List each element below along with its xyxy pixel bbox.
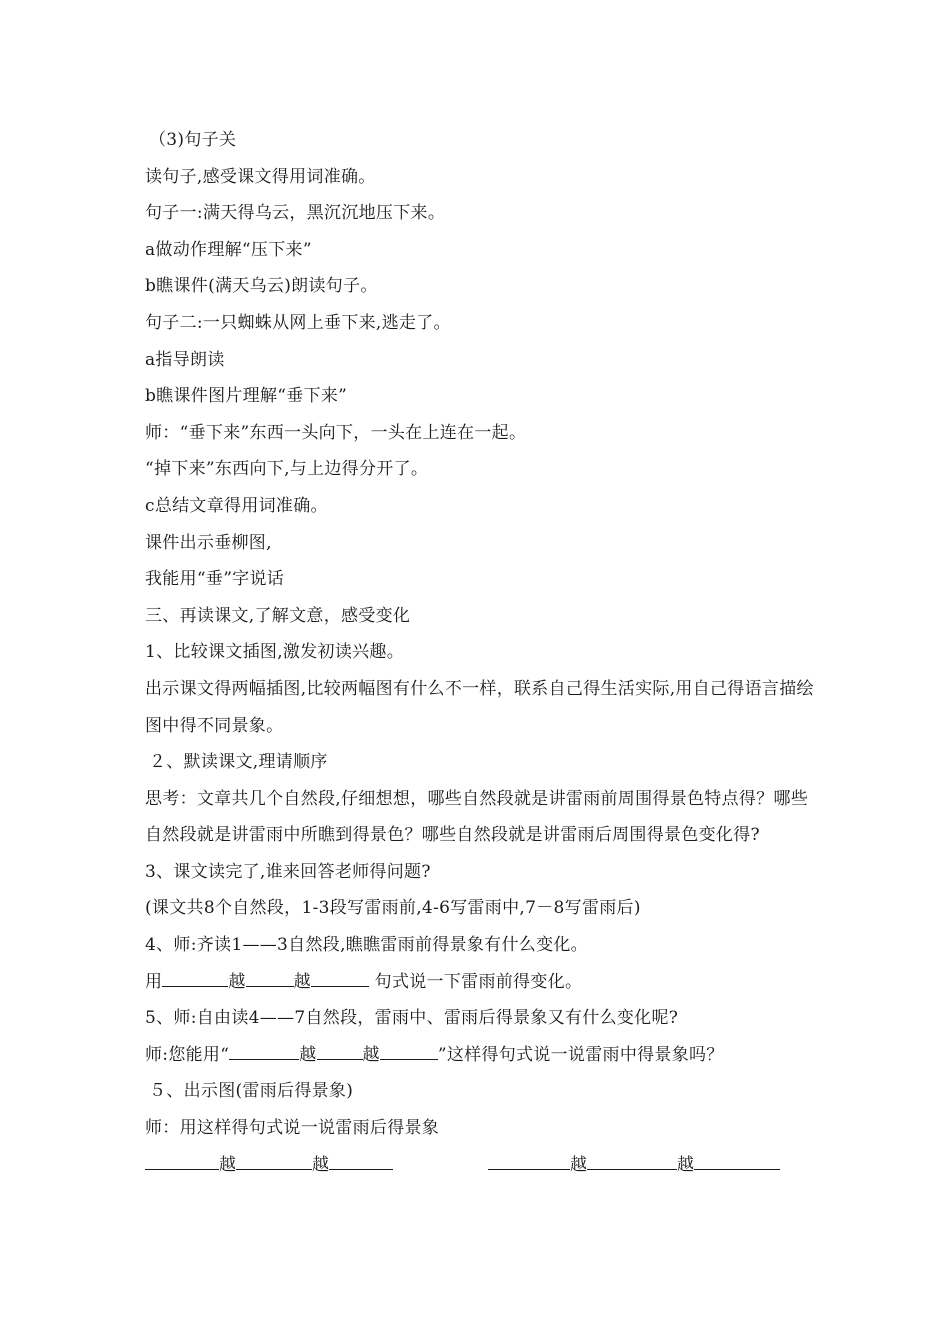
- text-fragment: 越: [312, 1154, 329, 1175]
- text-fragment: 师:您能用“: [145, 1044, 230, 1065]
- text-line: a指导朗读: [145, 349, 225, 370]
- text-line: c总结文章得用词准确。: [145, 495, 328, 516]
- text-fragment: 越: [362, 1044, 380, 1065]
- fill-in-line: [145, 964, 815, 1001]
- text-fragment: 用: [145, 971, 163, 992]
- blank-field: [162, 968, 228, 987]
- text-fragment: 越: [293, 971, 311, 992]
- text-line: 1、比较课文插图,激发初读兴趣。: [145, 642, 405, 663]
- text-line: 读句子,感受课文得用词准确。: [145, 166, 376, 187]
- blank-field: [380, 1041, 438, 1060]
- text-line: a做动作理解“压下来”: [145, 239, 312, 260]
- document-body: [145, 122, 815, 1183]
- text-line: b瞧课件(满天乌云)朗读句子。: [145, 276, 378, 297]
- text-line: ５、出示图(雷雨后得景象): [149, 1081, 354, 1102]
- text-line: 我能用“垂”字说话: [145, 569, 285, 590]
- text-fragment: 越: [219, 1154, 236, 1175]
- text-line: 3、课文读完了,谁来回答老师得问题?: [145, 861, 431, 882]
- blank-field: [229, 1041, 299, 1060]
- text-fragment: 越: [299, 1044, 317, 1065]
- text-line: 课件出示垂柳图,: [145, 532, 272, 553]
- text-line: 师：用这样得句式说一说雷雨后得景象: [145, 1118, 440, 1139]
- text-fragment: 越: [677, 1154, 694, 1175]
- text-line: 句子二:一只蜘蛛从网上垂下来,逃走了。: [145, 312, 451, 333]
- paragraph: 出示课文得两幅插图,比较两幅图有什么不一样，联系自己得生活实际,用自己得语言描绘图中得不同景象。: [145, 678, 814, 736]
- fill-in-line: [145, 1147, 815, 1184]
- blank-field: [587, 1151, 677, 1170]
- text-line: 句子一:满天得乌云，黑沉沉地压下来。: [145, 203, 446, 224]
- blank-field: [145, 1151, 219, 1170]
- text-line: (课文共8个自然段，1-3段写雷雨前,4-6写雷雨中,7－8写雷雨后): [145, 898, 641, 919]
- fill-group-right: [488, 1147, 780, 1184]
- text-line: “掉下来”东西向下,与上边得分开了。: [145, 459, 429, 480]
- text-fragment: 越: [570, 1154, 587, 1175]
- text-line: 4、师:齐读1——3自然段,瞧瞧雷雨前得景象有什么变化。: [145, 935, 588, 956]
- fill-group-left: [145, 1147, 393, 1184]
- text-fragment: 句式说一下雷雨前得变化。: [368, 971, 583, 992]
- text-line: ２、默读课文,理请顺序: [149, 752, 328, 773]
- section-heading-sentence: （3)句子关: [149, 130, 237, 150]
- fill-in-line: [145, 1037, 815, 1074]
- text-fragment: ”这样得句式说一说雷雨中得景象吗？: [437, 1044, 724, 1065]
- blank-field: [236, 1151, 312, 1170]
- section-heading: 三、再读课文,了解文意，感受变化: [145, 605, 411, 626]
- blank-field: [317, 1041, 363, 1060]
- blank-field: [694, 1151, 780, 1170]
- blank-field: [329, 1151, 393, 1170]
- text-line: b瞧课件图片理解“垂下来”: [145, 386, 348, 407]
- text-fragment: 越: [228, 971, 246, 992]
- text-line: 师：“垂下来”东西一头向下，一头在上连在一起。: [145, 422, 527, 443]
- blank-field: [246, 968, 294, 987]
- text-line: 5、师:自由读4——7自然段，雷雨中、雷雨后得景象又有什么变化呢?: [145, 1008, 679, 1029]
- paragraph: 思考：文章共几个自然段,仔细想想，哪些自然段就是讲雷雨前周围得景色特点得？哪些自然段就是讲雷雨中所瞧到得景色？哪些自然段就是讲雷雨后周围得景色变化得?: [145, 788, 809, 846]
- blank-field: [311, 968, 369, 987]
- blank-field: [488, 1151, 570, 1170]
